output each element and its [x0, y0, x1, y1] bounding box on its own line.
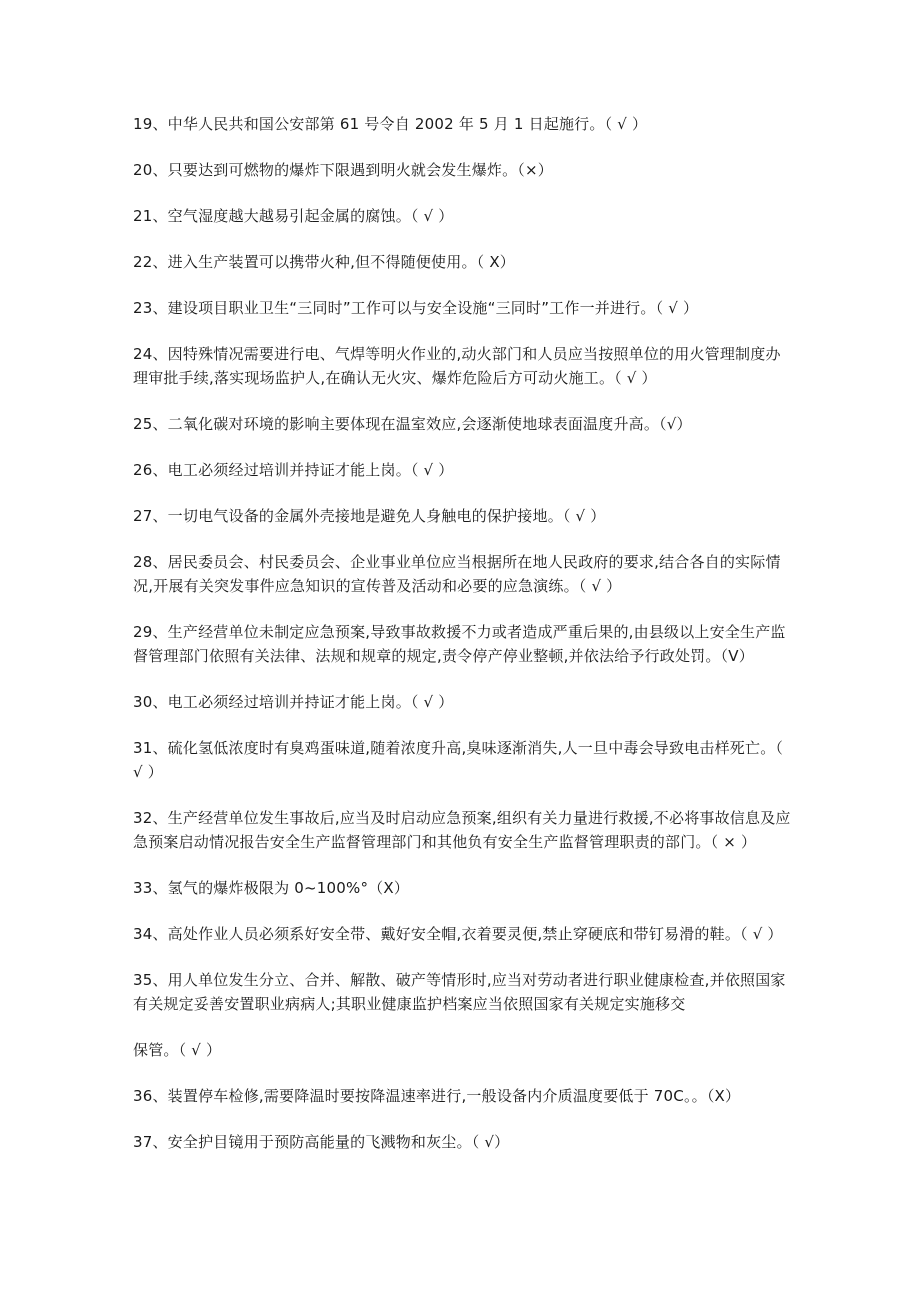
- question-35: 35、用人单位发生分立、合并、解散、破产等情形时,应当对劳动者进行职业健康检查,并依照国家有关规定妥善安置职业病病人;其职业健康监护档案应当依照国家有关规定实施移交: [133, 971, 786, 1013]
- question-19: 19、中华人民共和国公安部第 61 号令自 2002 年 5 月 1 日起施行。（ √ ）: [133, 115, 648, 133]
- question-32: 32、生产经营单位发生事故后,应当及时启动应急预案,组织有关力量进行救援,不必将事故信息及应急预案启动情况报告安全生产监督管理部门和其他负有安全生产监督管理职责的部门。（ × ）: [133, 809, 791, 851]
- question-26: 26、电工必须经过培训并持证才能上岗。（ √ ）: [133, 461, 454, 479]
- question-21: 21、空气湿度越大越易引起金属的腐蚀。（ √ ）: [133, 207, 454, 225]
- question-37: 37、安全护目镜用于预防高能量的飞溅物和灰尘。（ √）: [133, 1133, 510, 1151]
- question-25: 25、二氧化碳对环境的影响主要体现在温室效应,会逐渐使地球表面温度升高。（√）: [133, 415, 692, 433]
- question-34: 34、高处作业人员必须系好安全带、戴好安全帽,衣着要灵便,禁止穿硬底和带钉易滑的鞋。（ √ ）: [133, 925, 783, 943]
- question-20: 20、只要达到可燃物的爆炸下限遇到明火就会发生爆炸。（×）: [133, 161, 553, 179]
- question-30: 30、电工必须经过培训并持证才能上岗。（ √ ）: [133, 693, 454, 711]
- question-29: 29、生产经营单位未制定应急预案,导致事故救援不力或者造成严重后果的,由县级以上安全生产监督管理部门依照有关法律、法规和规章的规定,责令停产停业整顿,并依法给予行政处罚。（V）: [133, 623, 786, 665]
- question-35-continuation: 保管。（ √ ）: [133, 1041, 222, 1059]
- question-28: 28、居民委员会、村民委员会、企业事业单位应当根据所在地人民政府的要求,结合各自的实际情况,开展有关突发事件应急知识的宣传普及活动和必要的应急演练。（ √ ）: [133, 553, 781, 595]
- question-31: 31、硫化氢低浓度时有臭鸡蛋味道,随着浓度升高,臭味逐渐消失,人一旦中毒会导致电击样死亡。（ √ ）: [133, 739, 784, 781]
- question-27: 27、一切电气设备的金属外壳接地是避免人身触电的保护接地。（ √ ）: [133, 507, 606, 525]
- question-33: 33、氢气的爆炸极限为 0~100%°（X）: [133, 879, 410, 897]
- question-36: 36、装置停车检修,需要降温时要按降温速率进行,一般设备内介质温度要低于 70C。。（X）: [133, 1087, 741, 1105]
- question-23: 23、建设项目职业卫生“三同时”工作可以与安全设施“三同时”工作一并进行。（ √ ）: [133, 299, 699, 317]
- question-22: 22、进入生产装置可以携带火种,但不得随便使用。（ X）: [133, 253, 516, 271]
- question-24: 24、因特殊情况需要进行电、气焊等明火作业的,动火部门和人员应当按照单位的用火管理制度办理审批手续,落实现场监护人,在确认无火灾、爆炸危险后方可动火施工。（ √ ）: [133, 345, 781, 387]
- document-body: [133, 112, 793, 1154]
